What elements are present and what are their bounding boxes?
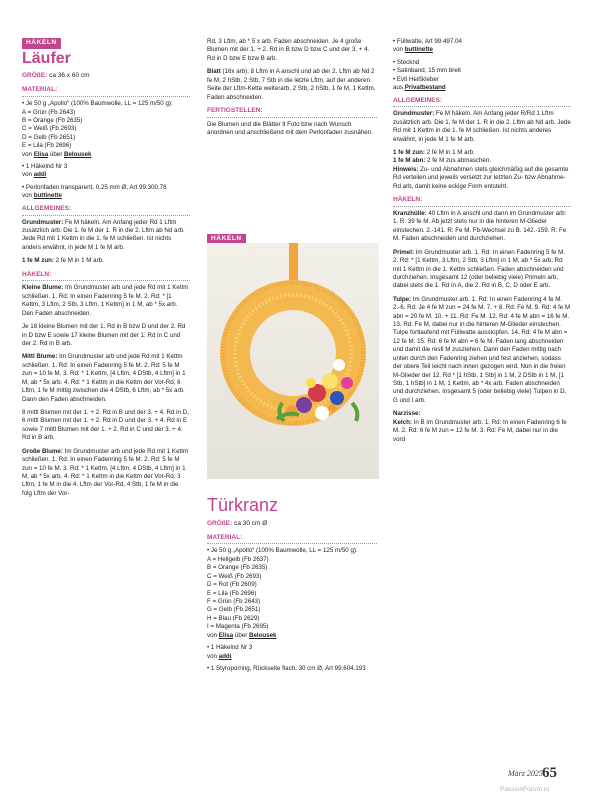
paragraph: Kranzhülle: 40 Lftm in A anschl und dann im Grundmuster arb: 1. R: 39 fe M. Ab jetzt stets nur in die hinteren M-Glieder einstechen. 2.-141. R: Fe M. Fb-Wechsel zu B. 142.-159. R: Fe M. Faden abschneiden und durchziehen. <box>393 209 567 243</box>
source-line: von Elisa über Belousek <box>22 150 92 158</box>
paragraph: 1 fe M zun: 2 fe M in 1 M arb. <box>393 149 475 157</box>
source-line: von buttinette <box>22 192 62 200</box>
paragraph: Grundmuster: Fe M häkeln. Am Anfang jeder R/Rd 1 Lftm zusätzlich arb. Die 1. fe M der 1. R in die 2. Lftm ab Nd arb. Jede Rd mit 1 Kettm in die 1. fe M schließen. Ist nichts anderes erwähnt, in jede M 1 fe M arb. <box>393 110 571 143</box>
paragraph: Hinweis: Zu- und Abnahmen stets gleichmäßig auf die gesamte Rd verteilen und jeweils versetzt zur letzten Zu- bzw Abnahme-Rd arb, damit keine eckige Form entsteht. <box>393 165 569 190</box>
column-1 <box>22 38 190 503</box>
paragraph: Große Blume: Im Grundmuster arb und jede Rd mit 1 Kettm schließen. 1. Rd: In einen Fadenring 5 fe M. 2. Rd: 5 fe M zun = 10 fe M. 3. Rd: * 1 Kettm, [4 Lftm, 4 DStb, 4 Lftm] in 1 M, ab * 5x arb. 4. Rd: * 1 Kettm in die Kettm der Vor-Rd, 3 Lftm, 1 fe M in die 4. Lftm der Vor-Rd, 4 Stb, 1 fe M in die folg Lftm der Vor- <box>22 447 189 497</box>
size-line: GRÖßE: ca 36 x 60 cm <box>22 72 90 80</box>
paragraph: Je 18 kleine Blumen mit der 1. Rd in B bzw D und der 2. Rd in D bzw E sowie 17 kleine Blumen mit der 1. Rd in C und der 2. Rd in B arb. <box>22 323 186 348</box>
crochet-heading: HÄKELN: <box>393 196 571 207</box>
paragraph: Kleine Blume: Im Grundmuster arb und jede Rd mit 1 Kettm schließen. 1. Rd: In einen Fadenring 5 fe M. 2. Rd: * [1 Kettm, 3 Lftm, 2 Stb, 3 Lftm, 1 Kettm] in 1 M, ab * 5x arb. Den Faden abschneiden. <box>22 284 189 317</box>
size-line: GRÖßE: ca 30 cm Ø <box>207 519 268 527</box>
paragraph: Die Blumen und die Blätter lt Foto bzw nach Wunsch anordnen und anschließend mit dem Perlonfaden zusnähen. <box>207 120 373 137</box>
finishing-heading: FERTIGSTELLEN: <box>207 107 377 118</box>
paragraph: Rd, 3 Lftm, ab * 5 x arb. Faden abschneiden. Je 4 große Blumen mit der 1. + 2. Rd in B bzw D bzw C und der 3. + 4. Rd in D bzw E bzw B arb. <box>207 38 370 62</box>
paragraph: Primel: Im Grundmuster arb. 1. Rd: In einen Fadenring 5 fe M. 2. Rd: * [1 Kettm, 3 Lftm, 2 Stb, 3 Lftm] in 1 M, ab * 5x arb, Rd mit 1 Kettm in die 1. Kettm schließen. Faden abschneiden und durchziehen. Insgesamt 12 (oder beliebig viele) Primeln arb, dabei stets die 1. Rd in A, die 2. Rd in B, C, D oder E arb. <box>393 248 565 290</box>
category-tag: HÄKELN <box>22 38 61 49</box>
material-list: • Je 50 g „Apollo“ (100% Baumwolle, LL = 125 m/50 g): A = Grün (Fb 2643) B = Orange (Fb 2635) C = Weiß (Fb 2693) D = Gelb (Fb 2651) E = Lila (Fb 2696) von Elisa über Belousek • 1 Häkelnd Nr 3 von addi • Perlonfaden transparent, 0,25 mm Ø, Art 99.300.78 von buttinette <box>22 100 190 201</box>
article-title: Läufer <box>22 49 71 67</box>
paragraph: Blatt (16x arb): 8 Lftm in A anschl und ab der 2. Lftm ab Nd 2 fe M, 2 hStb, 2 Stb, 7 Stb in die letzte Lftm, auf der anderen Seite der Lftm-Kette weiterarb, 2 Stb, 2 hStb, 1 fe M, 1 Kettm. Faden abschneiden. <box>207 68 376 101</box>
wreath-photo <box>207 243 379 479</box>
source-line: von addi <box>207 652 232 660</box>
photo-category-tag: HÄKELN <box>207 234 246 245</box>
page-number: 65 <box>542 765 557 781</box>
source-line: von buttinette <box>393 46 433 54</box>
general-heading: ALLGEMEINES: <box>393 97 571 108</box>
source-line: von addi <box>22 171 47 179</box>
material-list: • Je 50 g „Apollo“ (100% Baumwolle, LL = 125 m/50 g): A = Hellgelb (Fb 2637) B = Orange (Fb 2635) C = Weiß (Fb 2693) D = Rot (Fb 2609) E = Lila (Fb 2696) F = Grün (Fb 2643) G = Gelb (Fb 2651) H = Blau (Fb 2629) I = Magenta (Fb 2695) von Elisa über Belousek • 1 Häkelnd Nr 3 von addi • 1 Styroporring, Rückseite flach, 30 cm Ø, Art 99.604.193 <box>207 547 377 673</box>
article-title-2: Türkranz <box>207 495 279 515</box>
general-heading: ALLGEMEINES: <box>22 205 190 216</box>
watermark: PassionForum.ru <box>500 786 550 793</box>
paragraph: 1 fe M abn: 2 fe M zus abmaschen. <box>393 157 492 165</box>
material-list: • Füllwatte, Art 99.497.04 von buttinette • Stecknd • Satinband, 15 mm breit • Evtl Heißkleber aus Privatbestand <box>393 38 571 93</box>
subheading: Narzisse: <box>393 410 421 418</box>
paragraph: 1 fe M zun: 2 fe M in 1 M arb. <box>22 257 104 265</box>
wreath-illustration <box>207 243 379 479</box>
paragraph: 8 mittl Blumen mit der 1. + 2. Rd in B und der 3. + 4. Rd in D, 6 mittl Blumen mit der 1. + 2. Rd in D und der 3. + 4. Rd in E sowie 7 mittl Blumen mit der 1. + 2. Rd in C und der 3. + 4. Rd in B arb. <box>22 408 189 442</box>
paragraph: Kelch: In B im Grundmuster arb. 1. Rd: In einen Fadenring 6 fe M. 2. Rd: 6 fe M zun = 12 fe M. 3. Rd: Fe M, dabei nur in die vord <box>393 418 567 443</box>
paragraph: Grundmuster: Fe M häkeln. Am Anfang jeder Rd 1 Lftm zusätzlich arb. Die 1. fe M der 1. R in die 2. Lftm ab Nd arb. Jede Rd mit 1 Kettm in die 1. fe M schließen. Ist nichts anders erwähnt, in jede M 1 fe M arb. <box>22 218 185 251</box>
tuerkranz-section <box>207 496 377 673</box>
crochet-heading: HÄKELN: <box>22 271 190 282</box>
column-2 <box>207 38 377 672</box>
column-3 <box>393 38 571 449</box>
issue-date: März 2025 <box>508 769 543 778</box>
material-heading: MATERIAL: <box>207 534 377 545</box>
source-line: aus Privatbestand <box>393 84 446 92</box>
paragraph: Tulpe: Im Grundmuster arb. 1. Rd: In einen Fadenring 4 fe M. 2.-6. Rd: Je 4 fe M zun = 24 fe M. 7. + 8. Rd: Fe M. 9. Rd: 4 fe M abn = 20 fe M. 10. + 11. Rd: Fe M. 12. Rd: 4 fe M abn = 16 fe M. 13. Rd: Fe M, dabei nur in die hinteren M-Glieder einstechen. Tulpe fortlaufend mit Füllwatte ausstopfen. 14. Rd: 4 fe M abn = 12 fe M. 15. Rd: 6 fe M abn = 6 fe M. Faden lang abschneiden und damit die restl M zusziehen. Dann den Faden mittig nach unten durch den Fadenring ziehen und fest anziehen, sodass der obere Teil leicht nach innen gezogen wird. Nun in die freien M-Glieder der 12. Rd * [1 hStb, 1 Stb] in 1 M, 2 DStb in 1 M, [1 Stb, 1 hStb] in 1 M, 1 Kettm, ab * 4x arb. Faden abschneiden und durchziehen. Insgesamt 5 (oder beliebig viele) Tulpen in D, G und I arb. <box>393 295 571 404</box>
paragraph: Mittl Blume: Im Grundmuster arb und jede Rd mit 1 Kettm schließen. 1. Rd: In einen Fadenring 5 fe M. 2. Rd: 5 fe M zun = 10 fe M. 3. Rd: * 1 Kettm, [4 Lftm, 4 DStb, 4 Lftm] in 1 M, ab * 5x arb. 4. Rd: * 1 Kettm in die Kettm der Vor-Rd, 6 Lftm, 1 fe M mittig zwischen die 4 DStb, 6 Lftm, ab * 5x arb. Dann den Faden abschneiden. <box>22 353 186 403</box>
material-heading: MATERIAL: <box>22 86 190 97</box>
source-line: von Elisa über Belousek <box>207 631 277 639</box>
